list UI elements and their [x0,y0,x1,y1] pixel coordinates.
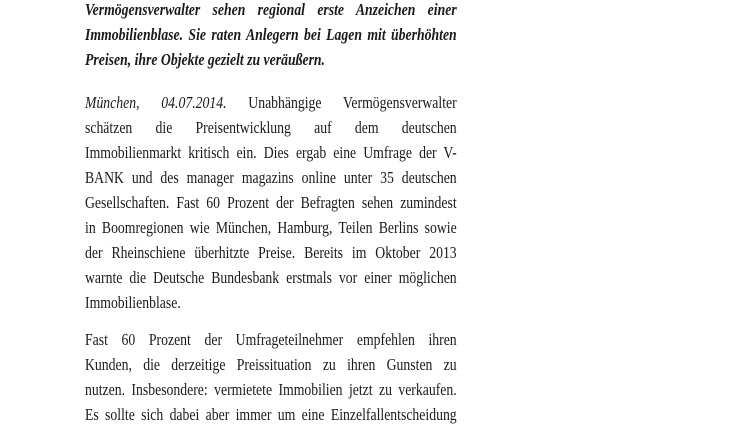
text-line: Vermögensverwalter sehen regional erste Anzeichen einer [85,0,457,19]
text-line-with-dateline [85,90,457,115]
text-line: in Boomregionen wie München, Hamburg, Teilen Berlins sowie [85,218,457,237]
document-text-column [85,0,457,427]
dateline: München, 04.07.2014. [85,93,227,112]
text-line: Immobilienblase. [85,293,181,312]
text-line: BANK und des manager magazins online unter 35 deutschen [85,168,457,187]
text-line: schätzen die Preisentwicklung auf dem deutschen [85,118,457,137]
text-line: nutzen. Insbesondere: vermietete Immobilien jetzt zu verkaufen. [85,380,457,399]
dateline-line-rest: Unabhängige Vermögensverwalter [248,93,457,112]
text-line: der Rheinschiene überhitzte Preise. Bereits im Oktober 2013 [85,243,457,262]
text-line: Fast 60 Prozent der Umfrageteilnehmer empfehlen ihren [85,330,457,349]
text-line: Immobilienblase. Sie raten Anlegern bei Lagen mit überhöhten [85,25,457,44]
text-line: Immobilienmarkt kritisch ein. Dies ergab eine Umfrage der V- [85,143,457,162]
lead-paragraph [85,0,457,72]
text-line: Kunden, die derzeitige Preissituation zu ihren Gunsten zu [85,355,457,374]
body-paragraph-2 [85,327,457,427]
text-line: Es sollte sich dabei aber immer um eine Einzelfallentscheidung [85,405,457,424]
text-line: warnte die Deutsche Bundesbank erstmals vor einer möglichen [85,268,457,287]
text-line: Preisen, ihre Objekte gezielt zu veräußern. [85,50,325,69]
text-line: Gesellschaften. Fast 60 Prozent der Befragten sehen zumindest [85,193,457,212]
body-paragraph-1 [85,90,457,315]
